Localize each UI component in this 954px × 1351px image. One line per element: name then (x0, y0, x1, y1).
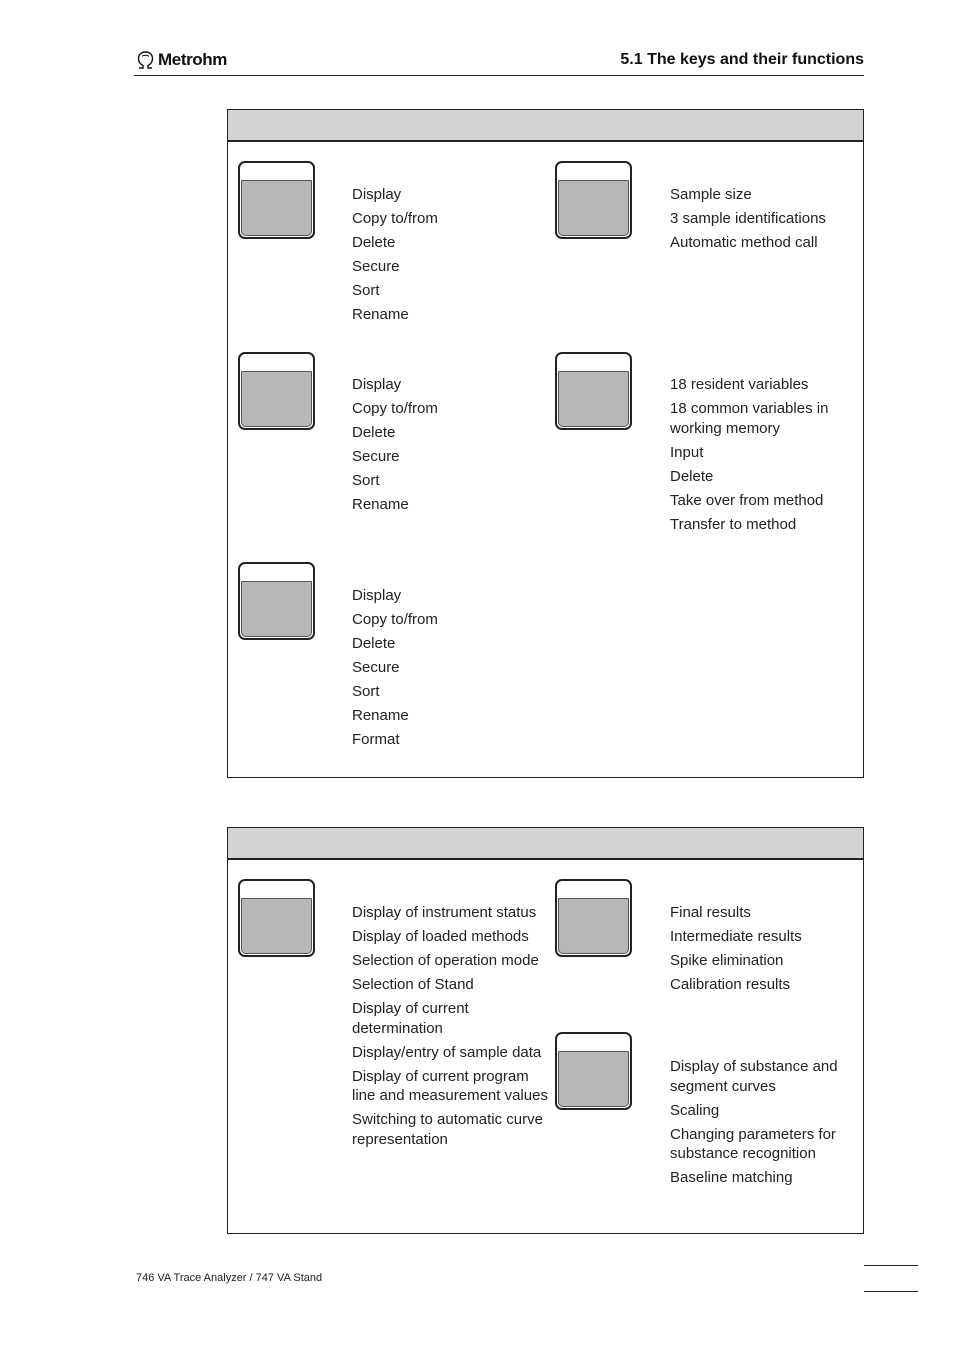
key-face (558, 1051, 629, 1107)
function-item: Rename (352, 496, 409, 513)
key-face (241, 898, 312, 954)
function-item: Sort (352, 282, 380, 299)
function-item: Display of current program line and measurement values (352, 1067, 548, 1104)
function-item: Display of loaded methods (352, 928, 529, 945)
function-item: Automatic method call (670, 234, 818, 251)
function-item: Copy to/from (352, 400, 438, 417)
function-item: Intermediate results (670, 928, 802, 945)
key-button-d[interactable] (555, 352, 632, 430)
key-face (558, 180, 629, 236)
function-item: Sort (352, 683, 380, 700)
function-item: Changing parameters for substance recognition (670, 1125, 836, 1162)
key-d-function-list (670, 375, 855, 539)
function-item: Display (352, 587, 402, 604)
key-button-e[interactable] (238, 562, 315, 640)
function-item: Input (670, 443, 704, 461)
function-item: Copy to/from (352, 210, 438, 227)
function-item: Delete (670, 467, 714, 485)
function-item: Display of substance and segment curves (670, 1058, 838, 1095)
footer-rule-top (864, 1265, 918, 1266)
function-item: Rename (352, 707, 409, 724)
key-button-a[interactable] (238, 161, 315, 239)
key-button-c[interactable] (238, 352, 315, 430)
function-item: Selection of Stand (352, 976, 474, 993)
function-item: Copy to/from (352, 611, 438, 628)
key-face (558, 371, 629, 427)
function-item: Secure (352, 448, 400, 465)
metrohm-logo (136, 50, 227, 70)
key-a-function-list (352, 185, 542, 329)
function-item: Take over from method (670, 491, 824, 509)
function-item: Delete (352, 234, 396, 251)
key-g-function-list (670, 903, 855, 999)
function-item: Display/entry of sample data (352, 1043, 542, 1061)
key-button-g[interactable] (555, 879, 632, 957)
panel-title-bar (228, 828, 863, 860)
function-item: Display of current determination (352, 1000, 469, 1037)
function-item: Secure (352, 659, 400, 676)
key-f-function-list (352, 903, 548, 1154)
function-item: Final results (670, 904, 751, 921)
panel-title-bar (228, 110, 863, 142)
function-item: 3 sample identifications (670, 210, 826, 227)
footer-document-title: 746 VA Trace Analyzer / 747 VA Stand (136, 1272, 323, 1284)
key-face (558, 898, 629, 954)
function-item: Display (352, 186, 402, 203)
function-item: Scaling (670, 1101, 720, 1119)
key-e-function-list (352, 586, 542, 754)
key-panel-display (227, 827, 864, 1234)
function-item: Sample size (670, 186, 752, 203)
function-item: Baseline matching (670, 1169, 793, 1186)
header-divider (134, 75, 864, 76)
function-item: 18 resident variables (670, 376, 809, 393)
function-item: Transfer to method (670, 515, 797, 533)
key-face (241, 581, 312, 637)
function-item: Switching to automatic curve representation (352, 1111, 543, 1148)
function-item: 18 common variables in working memory (670, 400, 829, 437)
key-face (241, 371, 312, 427)
function-item: Secure (352, 258, 400, 275)
key-button-f[interactable] (238, 879, 315, 957)
function-item: Rename (352, 306, 409, 323)
footer-rule-bottom (864, 1291, 918, 1292)
function-item: Display of instrument status (352, 904, 537, 921)
function-item: Display (352, 376, 402, 393)
key-h-function-list (670, 1057, 855, 1192)
function-item: Selection of operation mode (352, 952, 539, 969)
function-item: Format (352, 731, 400, 748)
omega-logo-icon (136, 50, 155, 70)
key-face (241, 180, 312, 236)
key-c-function-list (352, 375, 542, 519)
function-item: Spike elimination (670, 952, 784, 969)
function-item: Delete (352, 424, 396, 441)
key-b-function-list (670, 185, 855, 257)
section-title: 5.1 The keys and their functions (620, 51, 864, 68)
logo-text: Metrohm (158, 50, 227, 69)
function-item: Sort (352, 472, 380, 489)
key-button-b[interactable] (555, 161, 632, 239)
key-button-h[interactable] (555, 1032, 632, 1110)
function-item: Calibration results (670, 976, 791, 993)
key-panel-memory (227, 109, 864, 778)
function-item: Delete (352, 635, 396, 652)
